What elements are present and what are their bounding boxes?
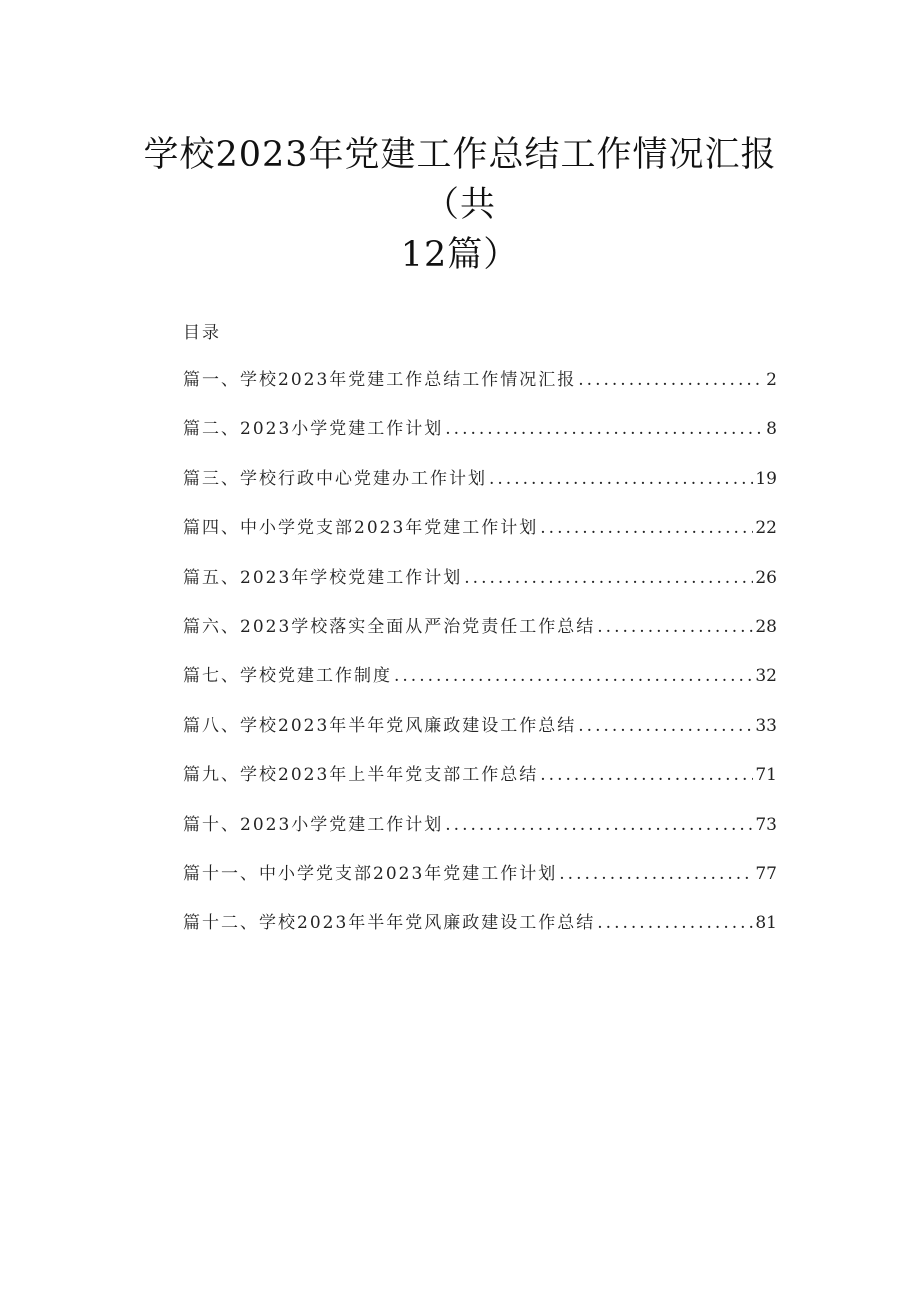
table-of-contents (183, 365, 777, 958)
dot-leader (445, 815, 753, 835)
dot-leader (578, 716, 753, 736)
toc-entry[interactable] (183, 414, 777, 463)
toc-entry[interactable] (183, 365, 777, 414)
toc-entry-page: 2 (766, 370, 777, 390)
toc-entry-page: 22 (755, 518, 777, 539)
dot-leader (559, 864, 753, 884)
toc-entry[interactable] (183, 464, 777, 513)
toc-entry[interactable] (183, 859, 777, 908)
toc-entry-page: 26 (755, 567, 777, 588)
toc-entry[interactable] (183, 612, 777, 661)
toc-heading: 目录 (183, 323, 221, 343)
dot-leader (578, 370, 764, 390)
dot-leader (489, 469, 753, 489)
dot-leader (540, 518, 753, 538)
toc-entry-title: 篇八、学校2023年半年党风廉政建设工作总结 (183, 715, 577, 736)
dot-leader (394, 666, 753, 686)
dot-leader (597, 617, 753, 637)
toc-entry-title: 篇十一、中小学党支部2023年党建工作计划 (183, 863, 558, 884)
title-line-1: 学校2023年党建工作总结工作情况汇报 (143, 135, 777, 175)
toc-entry-title: 篇四、中小学党支部2023年党建工作计划 (183, 518, 539, 539)
dot-leader (464, 568, 753, 588)
toc-entry-page: 8 (766, 419, 777, 440)
toc-entry-title: 篇二、2023小学党建工作计划 (183, 419, 444, 440)
toc-entry-page: 81 (755, 913, 777, 934)
toc-entry-title: 篇七、学校党建工作制度 (183, 666, 392, 687)
dot-leader (445, 419, 764, 439)
toc-entry[interactable] (183, 711, 777, 760)
toc-entry-title: 篇十二、学校2023年半年党风廉政建设工作总结 (183, 913, 596, 934)
title-line-2: （共 (423, 185, 496, 225)
toc-entry-page: 19 (755, 468, 777, 489)
toc-entry[interactable] (183, 563, 777, 612)
toc-entry-page: 73 (755, 814, 777, 835)
toc-entry[interactable] (183, 810, 777, 859)
toc-entry-title: 篇六、2023学校落实全面从严治党责任工作总结 (183, 616, 596, 637)
toc-entry-title: 篇五、2023年学校党建工作计划 (183, 567, 463, 588)
document-title (0, 130, 920, 280)
toc-entry-page: 33 (755, 715, 777, 736)
toc-entry-page: 77 (755, 863, 777, 884)
toc-entry[interactable] (183, 760, 777, 809)
toc-entry-page: 32 (755, 666, 777, 687)
toc-entry-title: 篇十、2023小学党建工作计划 (183, 814, 444, 835)
toc-entry[interactable] (183, 908, 777, 957)
toc-entry[interactable] (183, 661, 777, 710)
title-line-3: 12篇） (400, 235, 520, 275)
toc-entry[interactable] (183, 513, 777, 562)
dot-leader (597, 913, 753, 933)
toc-entry-page: 28 (755, 616, 777, 637)
dot-leader (540, 765, 753, 785)
toc-entry-title: 篇九、学校2023年上半年党支部工作总结 (183, 765, 539, 786)
toc-entry-title: 篇一、学校2023年党建工作总结工作情况汇报 (183, 370, 577, 390)
toc-entry-page: 71 (755, 765, 777, 786)
toc-entry-title: 篇三、学校行政中心党建办工作计划 (183, 468, 487, 489)
